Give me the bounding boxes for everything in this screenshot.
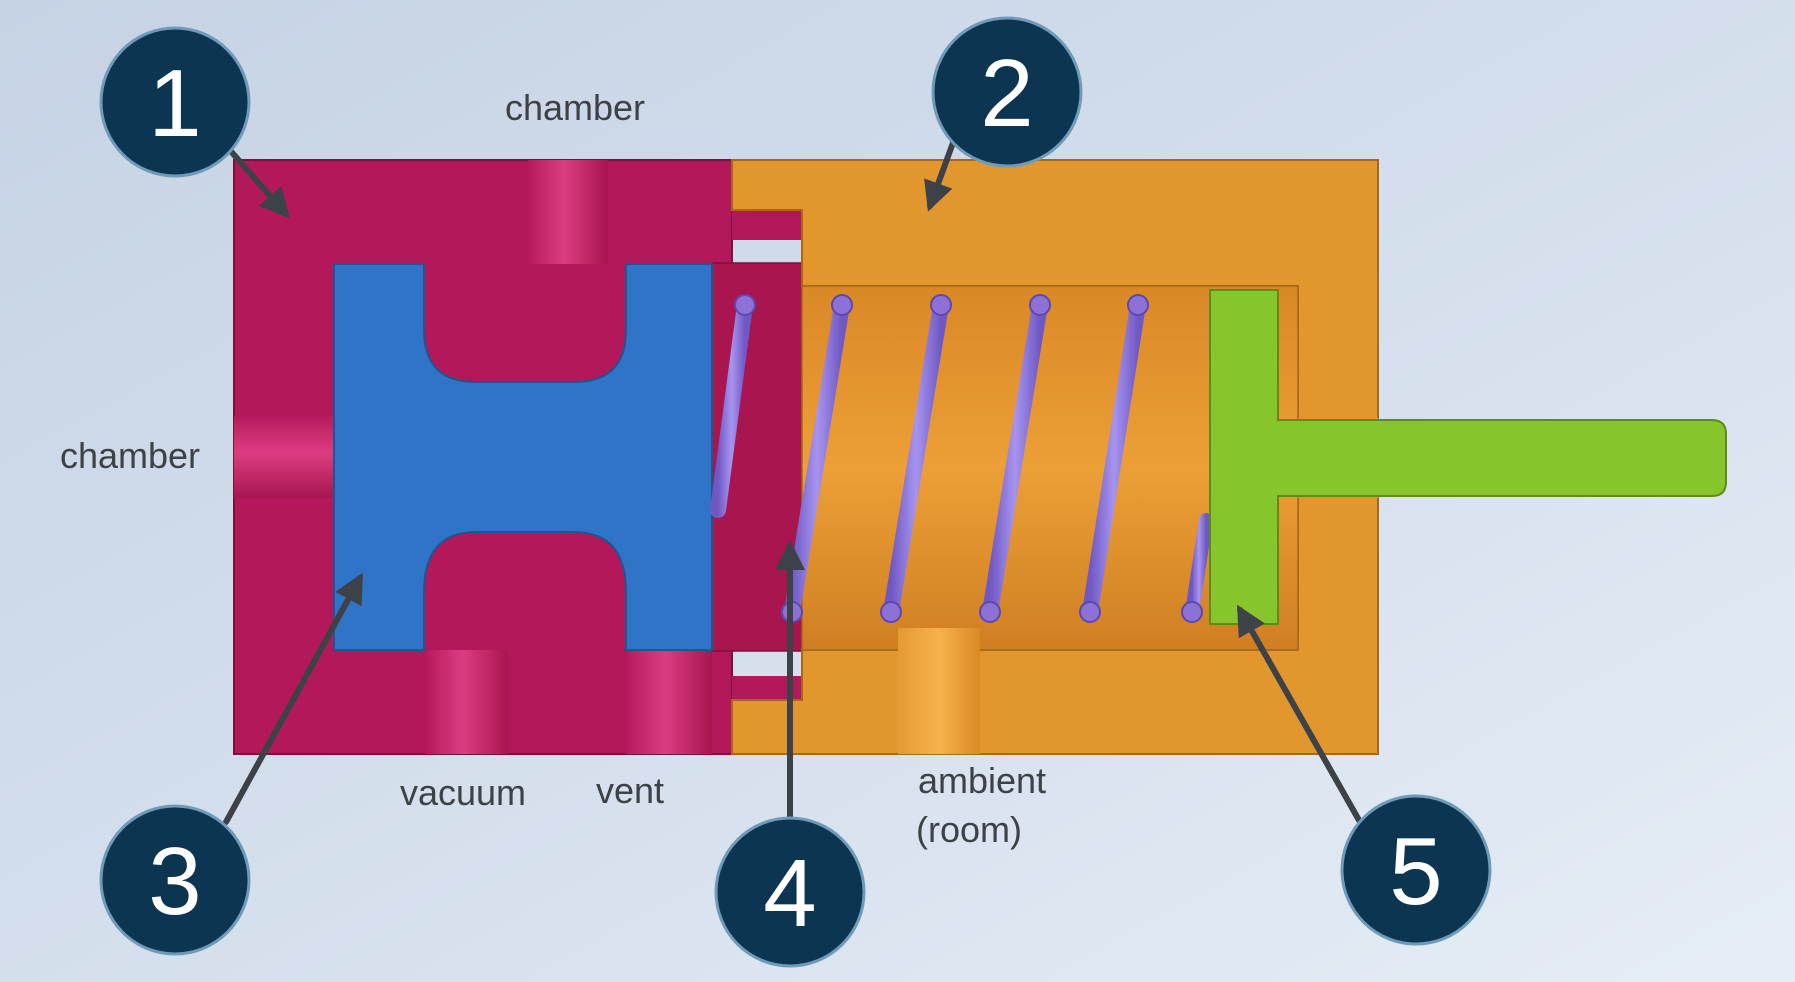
callout-1 bbox=[101, 28, 249, 176]
port-chamber-left bbox=[234, 416, 334, 498]
port-vacuum bbox=[426, 650, 508, 754]
svg-text:1: 1 bbox=[148, 50, 202, 157]
label-chamber-top: chamber bbox=[504, 87, 646, 128]
label-room: (room) bbox=[916, 809, 1022, 850]
callout-4 bbox=[716, 818, 864, 966]
port-ambient bbox=[898, 628, 980, 754]
label-vacuum: vacuum bbox=[399, 772, 527, 813]
svg-text:4: 4 bbox=[763, 840, 817, 947]
callout-2 bbox=[933, 18, 1081, 166]
label-vent: vent bbox=[595, 770, 665, 811]
label-chamber-left: chamber bbox=[59, 435, 201, 476]
port-vent bbox=[626, 650, 712, 754]
callout-3 bbox=[101, 806, 249, 954]
svg-text:5: 5 bbox=[1389, 818, 1443, 925]
svg-text:2: 2 bbox=[980, 40, 1034, 147]
svg-text:3: 3 bbox=[148, 828, 202, 935]
label-ambient: ambient bbox=[917, 760, 1047, 801]
port-chamber-top bbox=[528, 160, 608, 264]
callout-5 bbox=[1342, 796, 1490, 944]
